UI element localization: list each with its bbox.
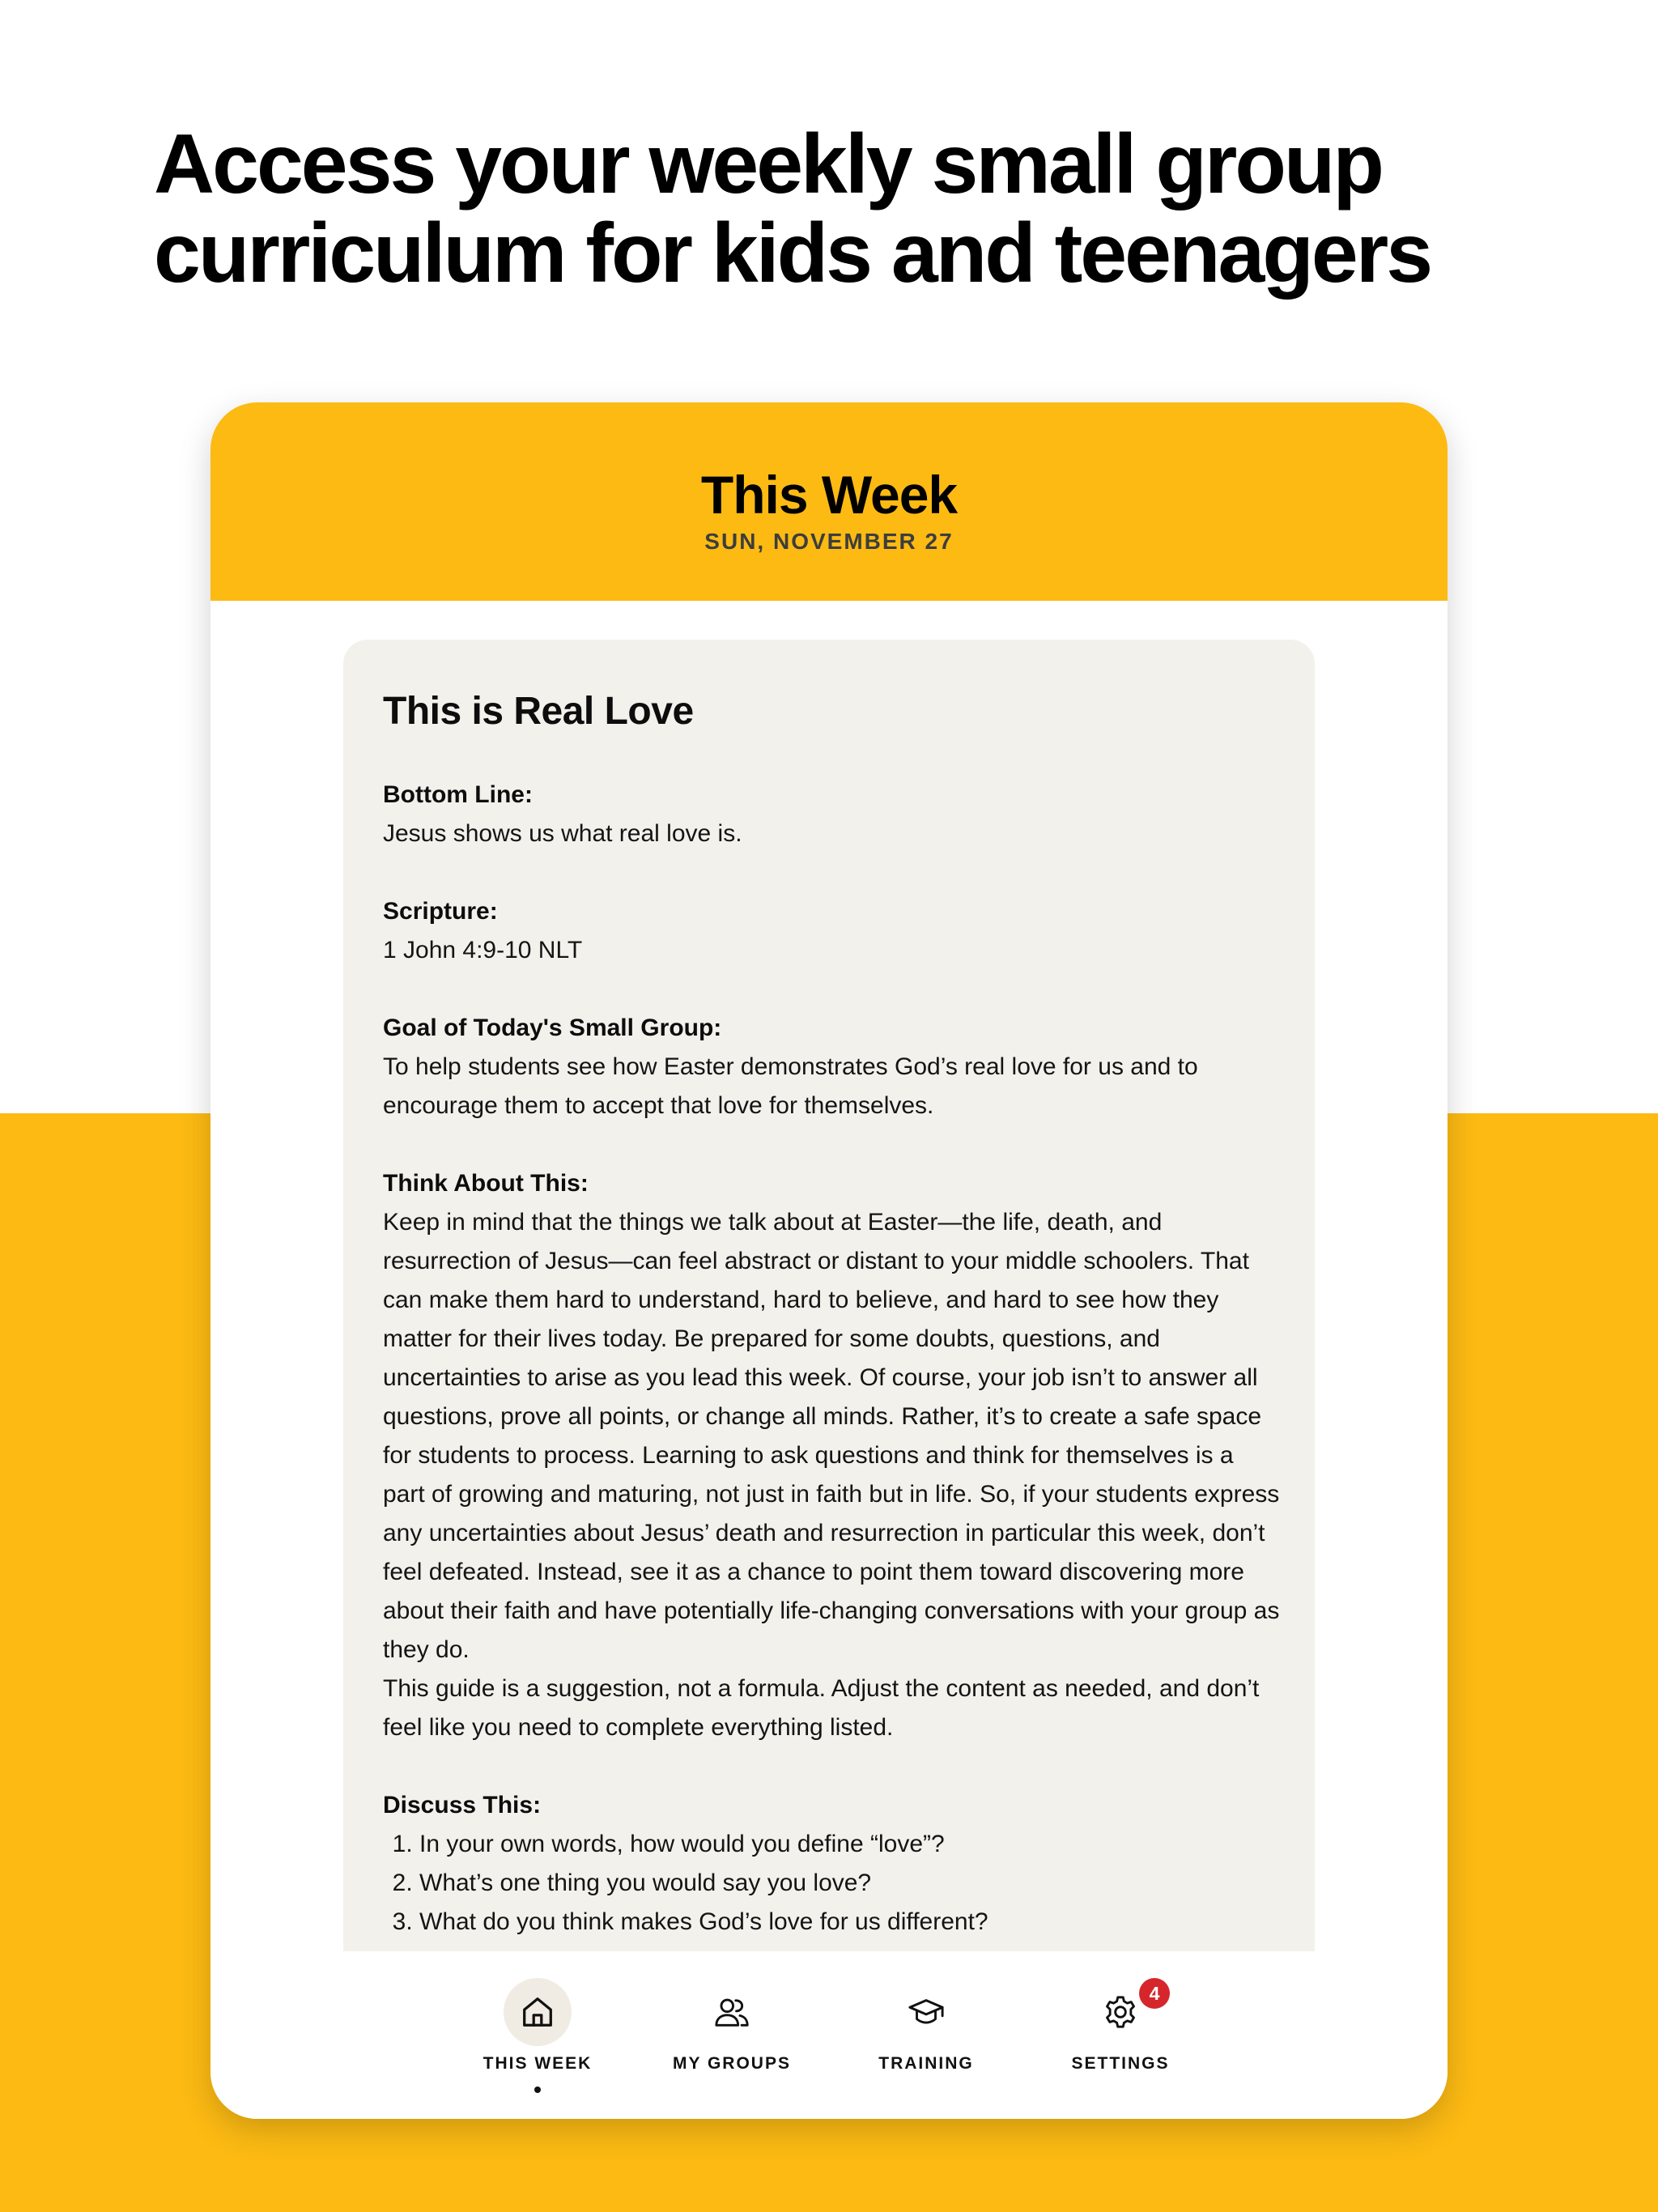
app-header [210, 402, 1448, 601]
think-label: Think About This: [383, 1170, 589, 1197]
gear-icon [1102, 1993, 1139, 2031]
tab-icon-holder [892, 1978, 960, 2046]
home-icon [519, 1993, 556, 2031]
bottom-line-section [383, 776, 1282, 853]
tab-settings[interactable] [1039, 1951, 1201, 2119]
notification-badge: 4 [1139, 1978, 1170, 2009]
scripture-label: Scripture: [383, 898, 498, 925]
tab-my-groups[interactable] [651, 1951, 813, 2119]
bottom-line-label: Bottom Line: [383, 781, 533, 808]
scripture-text: 1 John 4:9-10 NLT [383, 937, 583, 963]
page-title: This Week [700, 465, 958, 525]
tab-label: THIS WEEK [483, 2054, 593, 2073]
tab-bar [210, 1951, 1448, 2119]
tab-label: TRAINING [878, 2054, 974, 2073]
tab-label: MY GROUPS [673, 2054, 791, 2073]
users-icon [713, 1993, 750, 2031]
discuss-question: 2. What’s one thing you would say you love? [419, 1864, 1282, 1903]
discuss-question: 1. In your own words, how would you define “love”? [419, 1825, 1282, 1864]
discuss-question: 3. What do you think makes God’s love for us different? [419, 1903, 1282, 1942]
lesson-content [383, 688, 1282, 1951]
think-paragraph: This guide is a suggestion, not a formula. Adjust the content as needed, and don’t feel like you need to complete everything listed. [383, 1675, 1260, 1741]
scripture-section [383, 892, 1282, 970]
think-paragraph: Keep in mind that the things we talk about at Easter—the life, death, and resurrection of Jesus—can feel abstract or distant to your middle schoolers. That can make them hard to understand, hard to believe, and hard to see how they matter for their lives today. Be prepared for some doubts, questions, and uncertainties to arise as you lead this week. Of course, your job isn’t to answer all questions, prove all points, or change all minds. Rather, it’s to create a safe space for students to process. Learning to ask questions and think for themselves is a part of growing and maturing, not just in faith but in life. So, if your students express any uncertainties about Jesus’ death and resurrection in particular this week, don’t feel defeated. Instead, see it as a chance to point them toward discovering more about their faith and have potentially life-changing conversations with your group as they do. [383, 1209, 1280, 1663]
lesson-card[interactable] [343, 640, 1315, 1951]
think-section [383, 1164, 1282, 1747]
discuss-section [383, 1786, 1282, 1942]
graduation-cap-icon [908, 1993, 945, 2031]
tab-label: SETTINGS [1071, 2054, 1170, 2073]
goal-section [383, 1009, 1282, 1125]
goal-label: Goal of Today's Small Group: [383, 1015, 722, 1041]
discuss-questions [383, 1825, 1282, 1942]
tab-icon-holder [698, 1978, 766, 2046]
page-date: SUN, NOVEMBER 27 [704, 529, 954, 554]
active-indicator-dot [534, 2087, 541, 2093]
tab-this-week[interactable] [457, 1951, 619, 2119]
discuss-label: Discuss This: [383, 1792, 542, 1819]
lesson-title: This is Real Love [383, 690, 694, 733]
tab-training[interactable] [845, 1951, 1007, 2119]
app-screen [210, 402, 1448, 2119]
bottom-line-text: Jesus shows us what real love is. [383, 820, 742, 847]
goal-text: To help students see how Easter demonstrates God’s real love for us and to encourage them to accept that love for themselves. [383, 1053, 1198, 1119]
tab-icon-highlight [504, 1978, 572, 2046]
marketing-headline: Access your weekly small group curriculum for kids and teenagers [154, 117, 1431, 300]
